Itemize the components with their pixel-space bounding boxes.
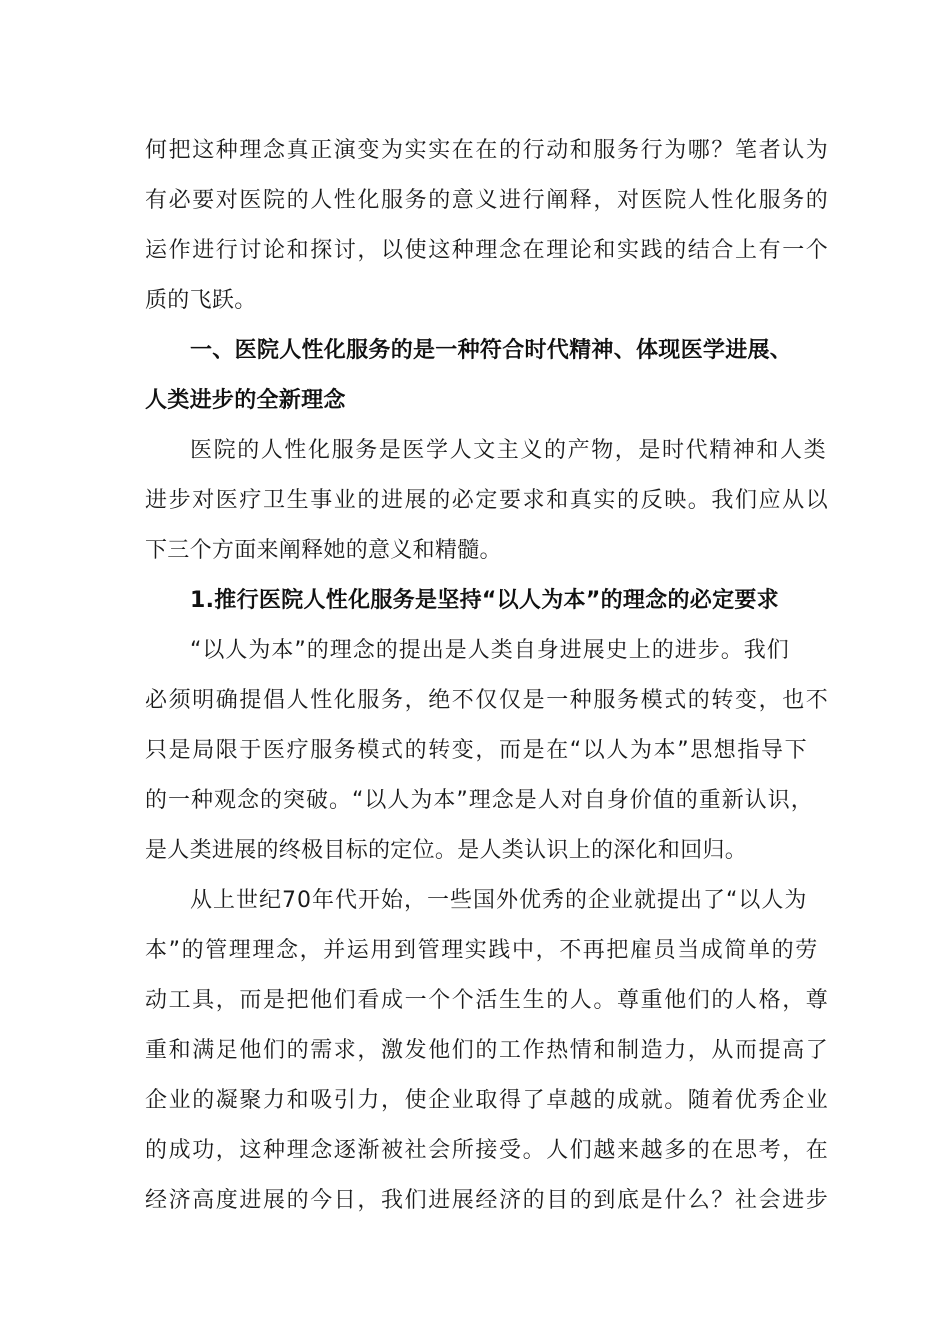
paragraph-line: 的成功，这种理念逐渐被社会所接受。人们越来越多的在思考，在 xyxy=(145,1138,830,1163)
section-heading: 人类进步的全新理念 xyxy=(145,388,346,413)
paragraph-line: 何把这种理念真正演变为实实在在的行动和服务行为哪？笔者认为 xyxy=(145,138,830,163)
paragraph-line: 动工具，而是把他们看成一个个活生生的人。尊重他们的人格，尊 xyxy=(145,988,830,1013)
paragraph-line: 下三个方面来阐释她的意义和精髓。 xyxy=(145,538,502,563)
paragraph-line: 企业的凝聚力和吸引力，使企业取得了卓越的成就。随着优秀企业 xyxy=(145,1088,830,1113)
paragraph-line: “以人为本”的理念的提出是人类自身进展史上的进步。我们 xyxy=(190,638,790,663)
section-heading: 一、医院人性化服务的是一种符合时代精神、体现医学进展、 xyxy=(190,338,793,363)
paragraph-line: 重和满足他们的需求，激发他们的工作热情和制造力，从而提高了 xyxy=(145,1038,830,1063)
paragraph-line: 本”的管理理念，并运用到管理实践中，不再把雇员当成简单的劳 xyxy=(145,938,819,963)
paragraph-line: 经济高度进展的今日，我们进展经济的目的到底是什么？社会进步 xyxy=(145,1188,830,1213)
paragraph-line: 必须明确提倡人性化服务，绝不仅仅是一种服务模式的转变，也不 xyxy=(145,688,830,713)
paragraph-line: 医院的人性化服务是医学人文主义的产物，是时代精神和人类 xyxy=(190,438,828,463)
paragraph-line: 有必要对医院的人性化服务的意义进行阐释，对医院人性化服务的 xyxy=(145,188,830,213)
subsection-heading: 1.推行医院人性化服务是坚持“以人为本”的理念的必定要求 xyxy=(190,588,779,613)
paragraph-line: 质的飞跃。 xyxy=(145,288,257,313)
paragraph-line: 的一种观念的突破。“以人为本”理念是人对自身价值的重新认识， xyxy=(145,788,814,813)
paragraph-line: 只是局限于医疗服务模式的转变，而是在“以人为本”思想指导下 xyxy=(145,738,809,763)
paragraph-line: 从上世纪70年代开始，一些国外优秀的企业就提出了“以人为 xyxy=(190,888,808,913)
paragraph-line: 运作进行讨论和探讨，以使这种理念在理论和实践的结合上有一个 xyxy=(145,238,830,263)
paragraph-line: 进步对医疗卫生事业的进展的必定要求和真实的反映。我们应从以 xyxy=(145,488,830,513)
paragraph-line: 是人类进展的终极目标的定位。是人类认识上的深化和回归。 xyxy=(145,838,748,863)
